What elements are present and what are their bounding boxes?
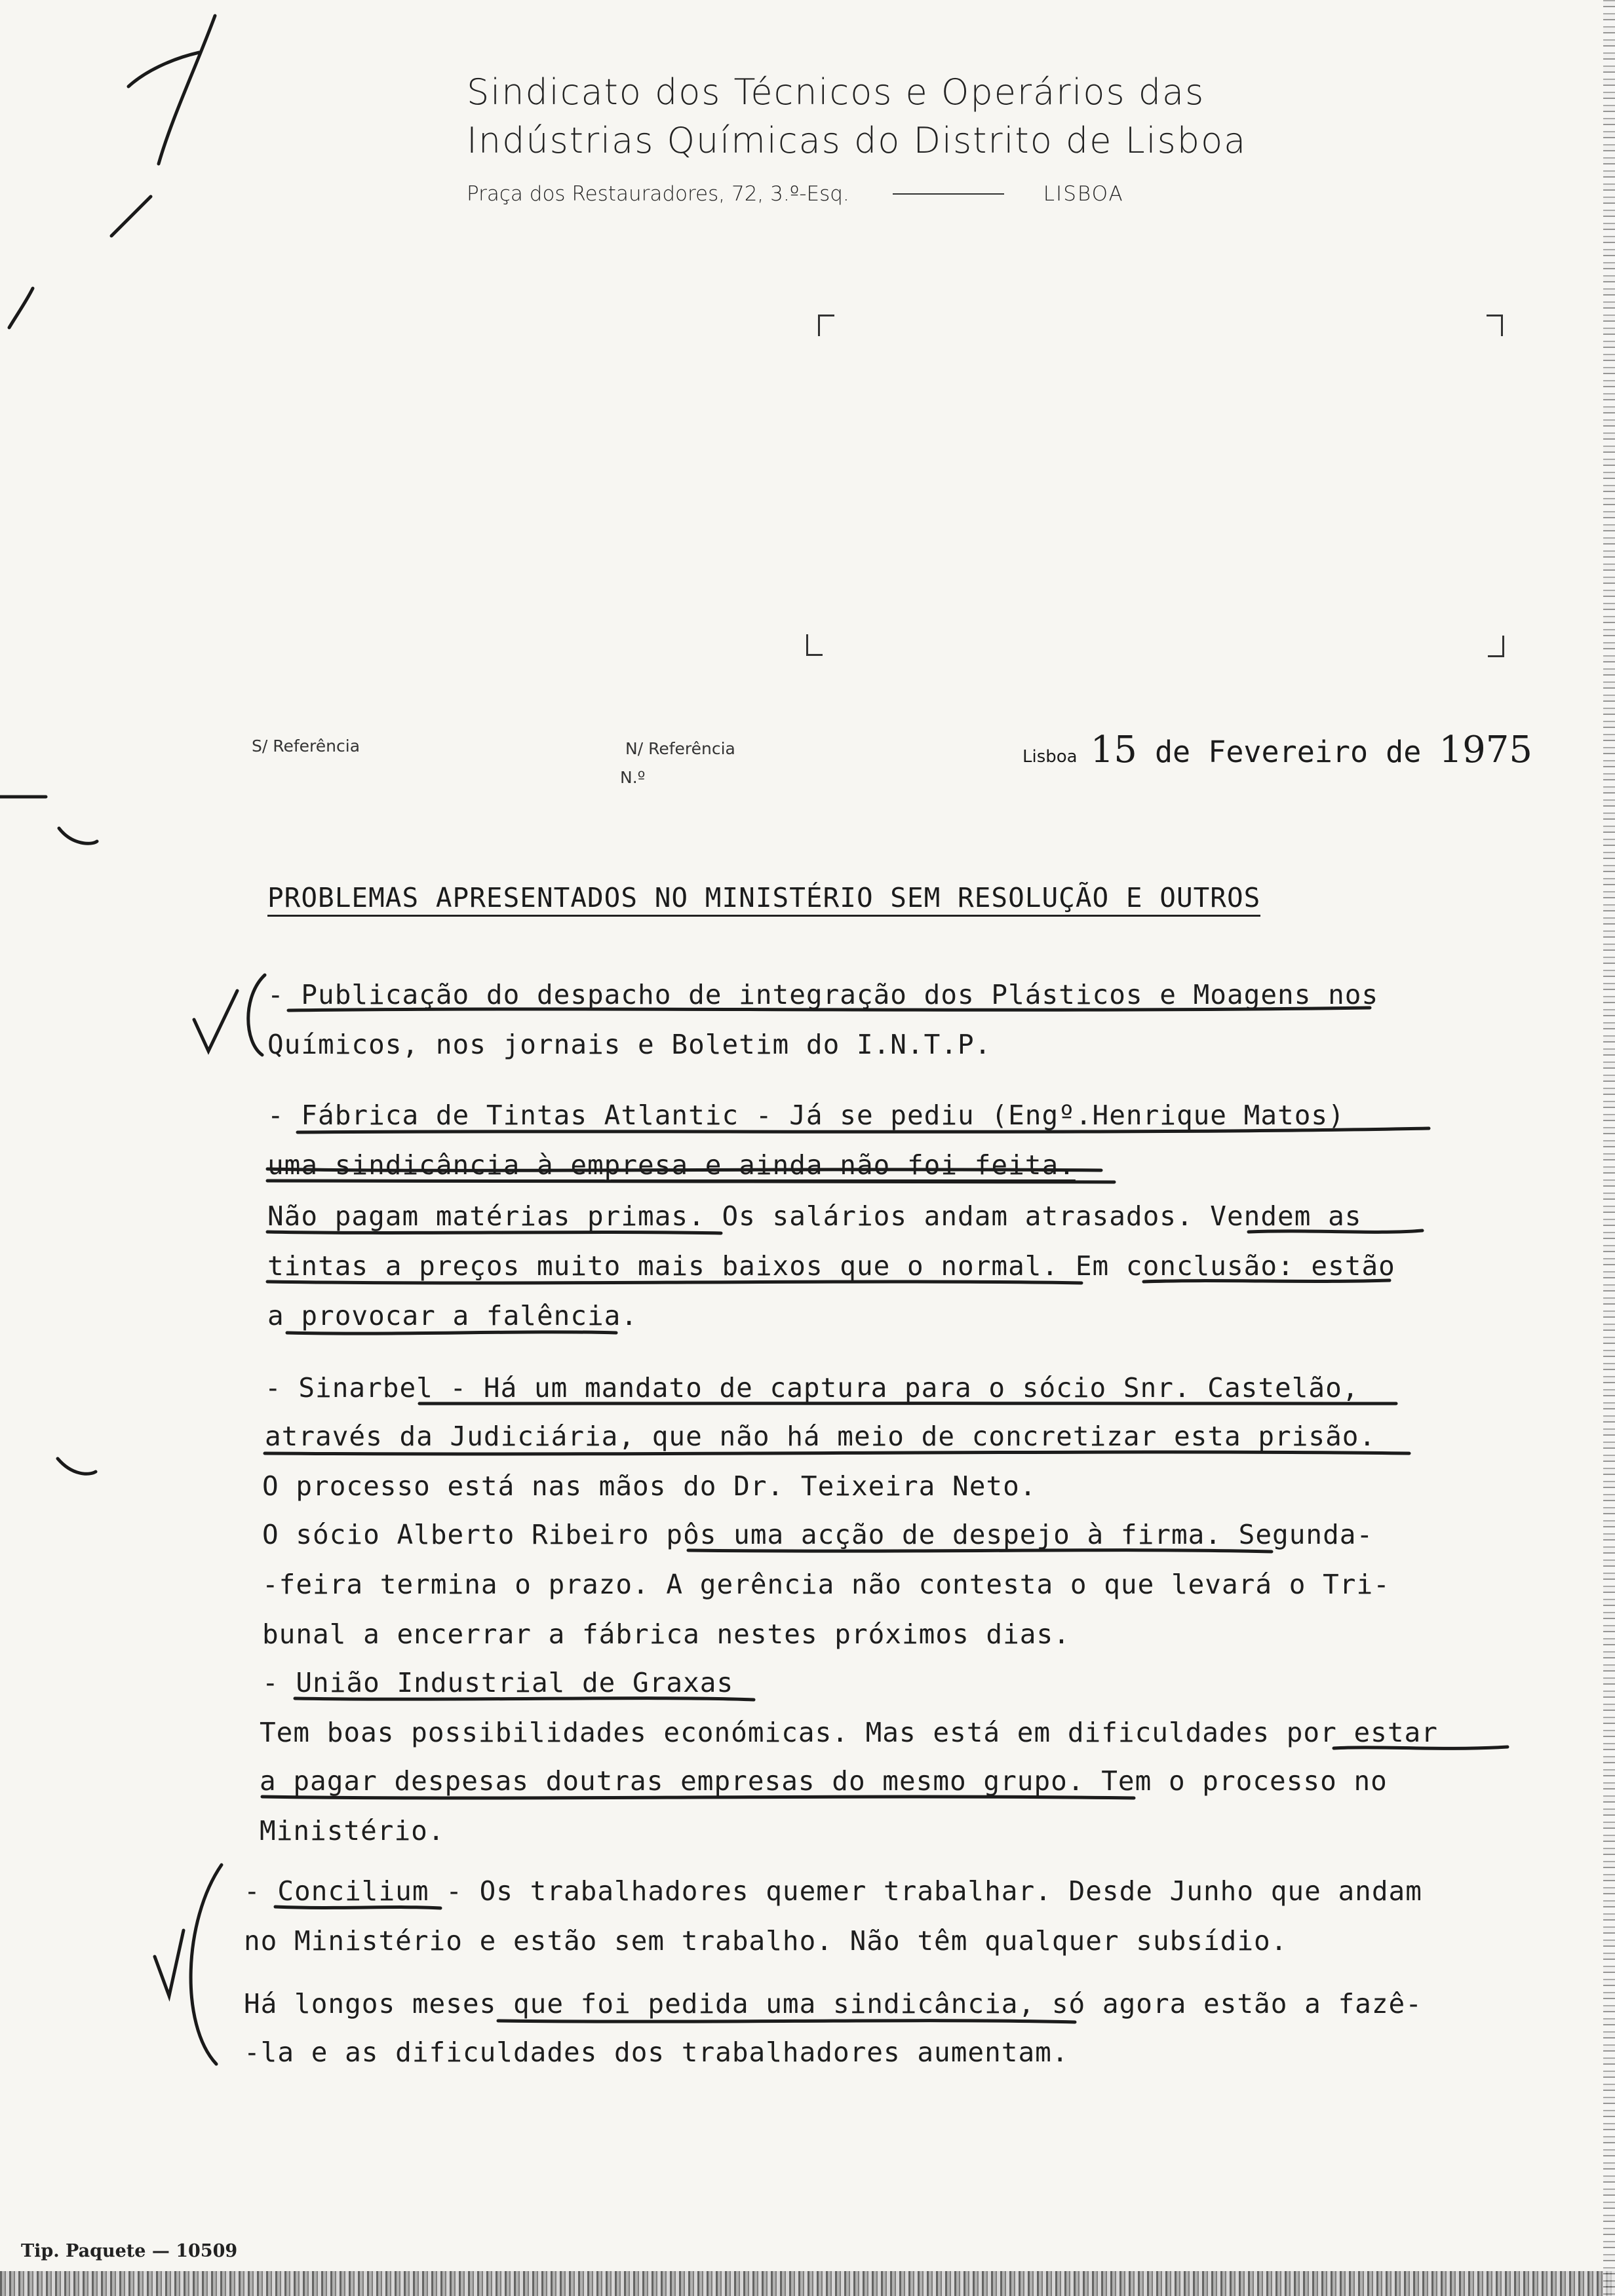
body-line-16: a pagar despesas doutras empresas do mesmo grupo. Tem o processo no [260,1765,1388,1797]
address-window-corner-top-right [1487,315,1503,336]
body-line-21: -la e as dificuldades dos trabalhadores aumentam. [244,2037,1069,2068]
address-divider [893,193,1004,195]
letterhead-line-2: Indústrias Químicas do Distrito de Lisboa [467,120,1247,161]
body-line-13: bunal a encerrar a fábrica nestes próximos dias. [262,1618,1070,1650]
body-line-17: Ministério. [260,1815,445,1846]
document-heading: PROBLEMAS APRESENTADOS NO MINISTÉRIO SEM RESOLUÇÃO E OUTROS [267,882,1260,917]
body-line-18: - Concilium - Os trabalhadores quemer trabalhar. Desde Junho que andam [244,1875,1422,1907]
address-window-corner-bottom-left [806,634,823,656]
letterhead-address-row [467,182,1253,206]
scan-edge-bottom [0,2271,1615,2296]
body-line-11: O sócio Alberto Ribeiro pôs uma acção de despejo à firma. Segunda- [262,1519,1374,1550]
letter-date [1022,729,1532,771]
margin-marks [0,16,265,2064]
body-line-1: - Publicação do despacho de integração dos Plásticos e Moagens nos [267,979,1379,1010]
date-month: de Fevereiro de [1154,735,1422,769]
body-line-7: a provocar a falência. [267,1300,638,1331]
body-line-20: Há longos meses que foi pedida uma sindicância, só agora estão a fazê- [244,1988,1422,2019]
letterhead-address: Praça dos Restauradores, 72, 3.º-Esq. [467,182,849,206]
body-line-14: - União Industrial de Graxas [262,1667,734,1698]
body-line-6: tintas a preços muito mais baixos que o normal. Em conclusão: estão [267,1250,1395,1282]
address-window-corner-top-left [818,315,834,336]
address-window-corner-bottom-right [1488,636,1504,657]
letterhead-line-1: Sindicato dos Técnicos e Operários das [467,71,1205,113]
nossa-referencia-label: N/ Referência [625,739,735,758]
letterhead-city: LISBOA [1043,182,1124,206]
sua-referencia-label: S/ Referência [252,737,360,756]
letterhead [467,68,1253,206]
date-day: 15 [1090,729,1137,771]
numero-label: N.º [620,768,646,787]
body-line-3: - Fábrica de Tintas Atlantic - Já se pediu (Engº.Henrique Matos) [267,1100,1345,1131]
body-line-19: no Ministério e estão sem trabalho. Não têm qualquer subsídio. [244,1925,1288,1957]
body-line-8: - Sinarbel - Há um mandato de captura para o sócio Snr. Castelão, [265,1372,1359,1404]
date-place: Lisboa [1022,747,1078,767]
body-line-5: Não pagam matérias primas. Os salários andam atrasados. Vendem as [267,1200,1362,1232]
printer-mark: Tip. Paquete — 10509 [21,2241,238,2261]
date-year: 1975 [1439,729,1532,771]
scan-edge-right [1603,0,1615,2296]
body-line-10: O processo está nas mãos do Dr. Teixeira Neto. [262,1470,1037,1502]
body-line-15: Tem boas possibilidades económicas. Mas está em dificuldades por estar [260,1717,1438,1748]
body-line-2: Químicos, nos jornais e Boletim do I.N.T.P. [267,1029,992,1060]
body-line-9: através da Judiciária, que não há meio de concretizar esta prisão. [265,1421,1376,1452]
body-line-12: -feira termina o prazo. A gerência não contesta o que levará o Tri- [262,1569,1390,1600]
body-line-4: uma sindicância à empresa e ainda não foi feita. [267,1149,1076,1181]
